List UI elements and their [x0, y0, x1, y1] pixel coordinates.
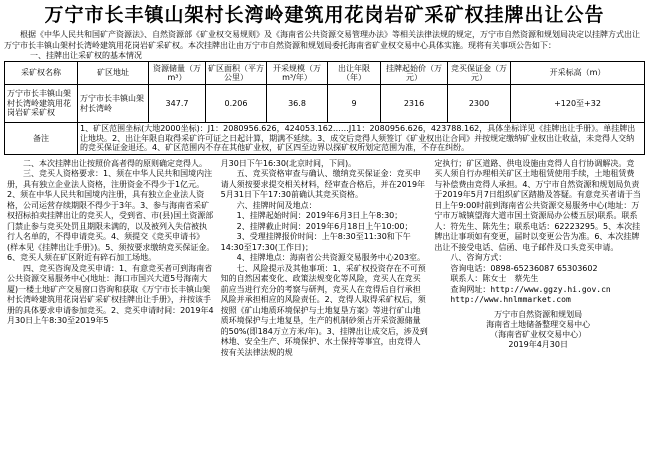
table-cell: 9	[328, 85, 381, 123]
table-row	[5, 85, 645, 123]
table-cell: 2300	[448, 85, 511, 123]
website-link[interactable]: http://www.hnlmmarket.com	[450, 295, 571, 304]
note-text: 1、矿区范围坐标(大地2000坐标)：J1：2080956.626，424053.162……J11：2080956.626，423788.162，具体坐标详见《挂牌出让手册》。单挂牌出让地块。2、出让年限自取得采矿许可证之日起计算，期满不延续。3、成交后竞得人须签订《矿业权出让合同》并按规定缴纳矿业权出让收益，未竞得人交纳的竞买保证金退还。4、矿区范围内不存在其他矿业权，矿区四至边界以探矿权所划定范围为准，不存在纠纷。	[78, 123, 645, 155]
header-cell: 开采规模（万m³/年）	[267, 62, 328, 85]
header-cell: 矿区面积（平方公里）	[206, 62, 267, 85]
page-title: 万宁市长丰镇山架村长湾岭建筑用花岗岩矿采矿权挂牌出让公告	[44, 4, 605, 26]
issuer-name: （海南省矿业权交易中心）	[490, 329, 587, 339]
table-note-row	[5, 123, 645, 155]
paragraph: 七、风险提示及其他事项：1、采矿权投资存在不可预知的自然因素变化、政策法规变化等风险，竞买人在竞买前应当进行充分的考察与研判，竞买人在竞得后自行承担风险并承担相应的风险责任。2、竞得人取得采矿权后，须按照《矿山地质环境保护与土地复垦方案》等进行矿山地质环境保护与土地复垦，生产的机制砂须占开采资源储量的50%(即184万立方米/年)。3、挂牌出让成交后，涉及到林地、安全生产、环境保护、水土保持等事宜，由竞得人按有关法律法规的规	[220, 263, 428, 357]
paragraph: 1、挂牌起始时间：2019年6月3日上午8:30；	[236, 211, 403, 220]
paragraph: 3、受理挂牌报价时间：上午8:30至11:30和下午14:30至17:30(工作日)；	[220, 232, 411, 252]
table-cell: +120至+32	[511, 85, 645, 123]
paragraph: 三、竞买人资格要求：1、须在中华人民共和国境内注册，具有独立企业法人资格，注册资金不得少于1亿元。2、须在中华人民共和国境内注册，具有独立企业法人资格，公司运营存续期限不得少于3年。3、参与海南省采矿权招标拍卖挂牌出让的竞买人，受到省、市(县)国土资源部门禁止参与竞买处罚且期限未满的，以及被列入失信被执行人名单的，不得申请竞买。4、须提交《竞买申请书》(样本见《挂牌出让手册》)。5、须按要求缴纳竞买保证金。6、竞买人须在矿区附近有碎石加工场地。	[7, 169, 215, 262]
body-columns	[4, 159, 645, 359]
issuer-name: 海南省土地储备整理交易中心	[486, 319, 591, 329]
paragraph: 六、挂牌时间及地点：	[236, 200, 317, 210]
intro-paragraph: 根据《中华人民共和国矿产资源法》、自然资源部《矿业权交易规则》及《海南省公共资源交易管理办法》等相关法律法规的规定，万宁市自然资源和规划局决定以挂牌方式出让万宁市长丰镇山架村长湾岭建筑用花岗岩矿采矿权。本次挂牌出让由万宁市自然资源和规划局委托海南省矿业权交易中心具体实施。现将有关事项公告如下：	[4, 30, 640, 50]
header-cell: 矿区地址	[78, 62, 149, 85]
table-cell: 万宁市长丰镇山架村长湾岭建筑用花岗岩矿采矿权	[5, 85, 78, 123]
column-left	[4, 159, 218, 359]
header-cell: 开采标高（m）	[511, 62, 645, 85]
header-cell: 竞买保证金（万元）	[448, 62, 511, 85]
table-cell: 347.7	[149, 85, 206, 123]
contact-person: 联系人：陈女士 蔡先生	[450, 274, 539, 283]
issuer-name: 万宁市自然资源和规划局	[494, 309, 583, 319]
paragraph: 2、挂牌截止时间：2019年6月18日上午10:00；	[236, 221, 413, 231]
issue-date: 2019年4月30日	[508, 339, 568, 349]
table-header-row	[5, 62, 645, 85]
mining-rights-table	[4, 61, 645, 155]
contact-heading: 八、咨询方式：	[450, 253, 507, 262]
table-cell: 万宁市长丰镇山架村长湾岭	[78, 85, 149, 123]
paragraph: 五、竞买资格审查与确认、缴纳竞买保证金：竞买申请人须按要求提交相关材料，经审查合格后，并在2019年5月31日下午17:30前确认其竞买资格。	[220, 169, 426, 199]
website-link[interactable]: 查询网址：http://www.ggzy.hi.gov.cn	[450, 284, 611, 294]
paragraph: 月30日下午16:30(北京时间，下同)。	[220, 158, 357, 168]
column-middle	[218, 159, 432, 359]
paragraph: 定执行；矿区道路、供电设施由竞得人自行协调解决。竞买人须自行办理相关矿区土地租赁使用手续，土地租赁费与补偿费由竞得人承担。4、万宁市自然资源和规划局负责于2019年5月7日组织矿区踏勘及答疑。有意竞买者请于当日上午9:00时前到海南省公共资源交易服务中心(地址：万宁市万城镇望海大道市国土资源局办公楼五层)联系。联系人：符先生、陈先生；联系电话：62223295。5、本次挂牌出让事项如有变更，届时以变更公告为准。6、本次挂牌出让不接受电话、信函、电子邮件及口头竞买申请。	[434, 158, 641, 252]
header-cell: 出让年限（年）	[328, 62, 381, 85]
contact-phone: 咨询电话：0898-65236087 65303602	[450, 263, 598, 273]
table-cell: 36.8	[267, 85, 328, 123]
header-cell: 资源储量（万m³）	[149, 62, 206, 85]
paragraph: 二、本次挂牌出让按照价高者得的原则确定竞得人。	[23, 158, 207, 168]
column-right	[431, 159, 645, 359]
note-label: 备注	[5, 123, 78, 155]
table-cell: 0.206	[206, 85, 267, 123]
header-cell: 采矿权名称	[5, 62, 78, 85]
paragraph: 四、竞买咨询及竞买申请：1、有意竞买者可到海南省公共资源交易服务中心(地址：海口市国兴大道5号海南大厦)一楼土地矿产交易窗口咨询和获取《万宁市长丰镇山架村长湾岭建筑用花岗岩矿采矿权挂牌出让手册》，并按该手册的具体要求申请参加竞买。2、竞买申请时间：2019年4月30日上午8:30至2019年5	[7, 263, 214, 325]
signature-block	[434, 310, 642, 350]
table-cell: 2316	[381, 85, 448, 123]
header-cell: 挂牌起始价（万元）	[381, 62, 448, 85]
section-heading: 一、挂牌出让采矿权的基本情况	[30, 51, 142, 60]
paragraph: 4、挂牌地点：海南省公共资源交易服务中心203室。	[236, 253, 426, 262]
